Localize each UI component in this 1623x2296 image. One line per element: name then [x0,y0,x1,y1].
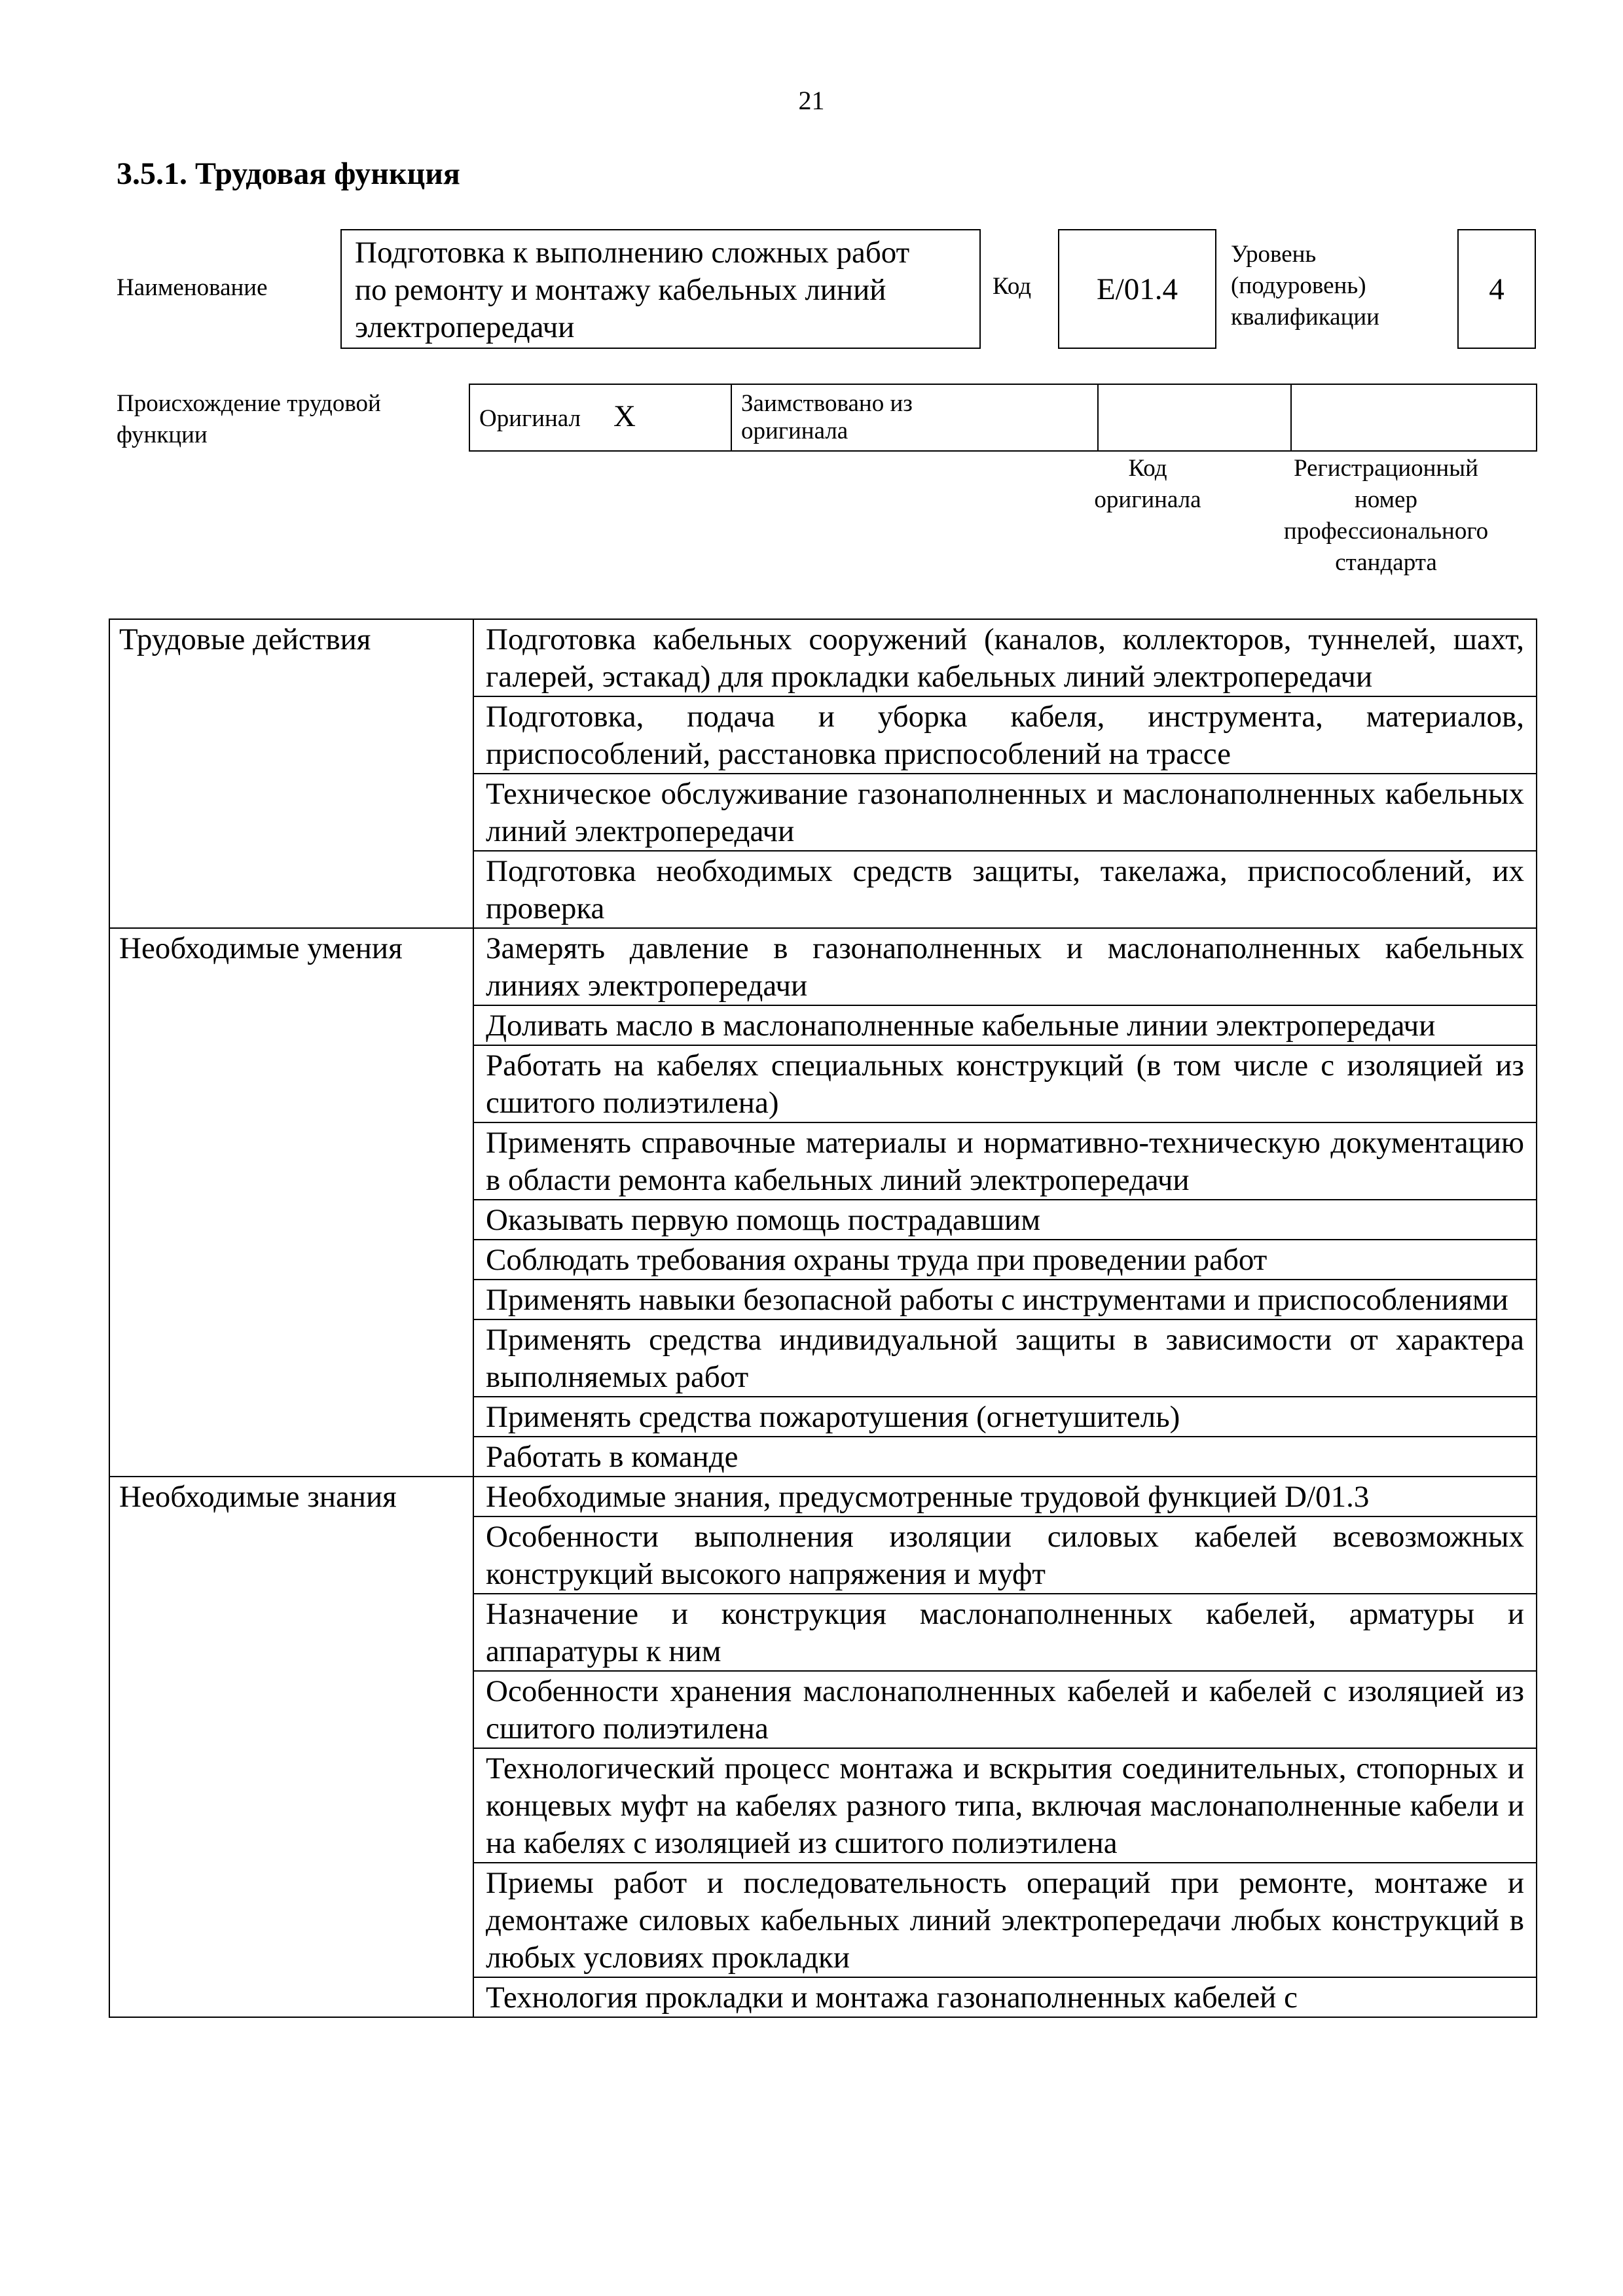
original-code-cell [1098,384,1291,451]
original-mark: X [613,399,636,433]
original-code-caption [1061,453,1235,516]
section-title: 3.5.1. Трудовая функция [117,156,460,191]
table-row [109,1477,1537,1516]
function-name-line: по ремонту и монтажу кабельных линий [355,273,886,307]
table-cell: Работать на кабелях специальных конструкций (в том числе с изоляцией из сшитого полиэтилена) [473,1045,1537,1122]
registration-number-caption [1235,453,1537,579]
table-cell: Подготовка необходимых средств защиты, такелажа, приспособлений, их проверка [473,851,1537,928]
caption-line: стандарта [1335,549,1437,576]
table-cell: Приемы работ и последовательность операций при ремонте, монтаже и демонтаже силовых кабельных линий электропередачи любых конструкций в любых условиях прокладки [473,1863,1537,1977]
name-label: Наименование [117,274,268,301]
code-value: Е/01.4 [1058,229,1216,349]
group-title: Трудовые действия [109,619,473,928]
table-cell: Технологический процесс монтажа и вскрытия соединительных, стопорных и концевых муфт на кабелях разного типа, включая маслонаполненные кабели и на кабелях с изоляцией из сшитого полиэтилена [473,1748,1537,1863]
table-cell: Применять средства пожаротушения (огнетушитель) [473,1397,1537,1437]
labor-function-table [109,619,1537,2018]
qualification-level-label [1231,239,1379,333]
borrowed-line: оригинала [741,418,848,444]
table-cell: Особенности хранения маслонаполненных кабелей и кабелей с изоляцией из сшитого полиэтилена [473,1671,1537,1748]
table-cell: Оказывать первую помощь пострадавшим [473,1200,1537,1240]
page-number: 21 [798,86,825,115]
table-cell: Применять навыки безопасной работы с инструментами и приспособлениями [473,1280,1537,1319]
table-cell: Техническое обслуживание газонаполненных и маслонаполненных кабельных линий электропередачи [473,774,1537,851]
level-label-line: квалификации [1231,304,1379,331]
table-cell: Подготовка кабельных сооружений (каналов, коллекторов, туннелей, шахт, галерей, эстакад) для прокладки кабельных линий электропередачи [473,619,1537,696]
caption-line: Код [1128,455,1167,482]
caption-line: профессионального [1283,518,1489,545]
origin-label [117,388,381,451]
table-cell: Работать в команде [473,1437,1537,1477]
caption-line: Регистрационный [1294,455,1478,482]
table-cell: Назначение и конструкция маслонаполненных кабелей, арматуры и аппаратуры к ним [473,1594,1537,1671]
origin-table [469,384,1537,452]
table-cell: Технология прокладки и монтажа газонаполненных кабелей с [473,1977,1537,2017]
table-row [109,619,1537,696]
table-cell: Подготовка, подача и уборка кабеля, инструмента, материалов, приспособлений, расстановка приспособлений на трассе [473,696,1537,774]
level-label-line: Уровень [1231,241,1317,268]
function-name-line: Подготовка к выполнению сложных работ [355,236,910,270]
code-label: Код [993,273,1032,300]
level-label-line: (подуровень) [1231,272,1366,299]
origin-label-line: Происхождение трудовой [117,390,381,417]
borrowed-cell [731,384,1098,451]
borrowed-line: Заимствовано из [741,390,913,417]
table-row [109,928,1537,1005]
group-title: Необходимые знания [109,1477,473,2017]
original-cell [469,384,731,451]
table-cell: Особенности выполнения изоляции силовых кабелей всевозможных конструкций высокого напряжения и муфт [473,1516,1537,1594]
table-cell: Замерять давление в газонаполненных и маслонаполненных кабельных линиях электропередачи [473,928,1537,1005]
original-label: Оригинал [479,405,581,432]
function-name-line: электропередачи [355,310,575,344]
table-cell: Применять справочные материалы и нормативно-техническую документацию в области ремонта кабельных линий электропередачи [473,1122,1537,1200]
table-cell: Применять средства индивидуальной защиты в зависимости от характера выполняемых работ [473,1319,1537,1397]
group-title: Необходимые умения [109,928,473,1477]
qualification-level-value: 4 [1457,229,1536,349]
registration-number-cell [1291,384,1537,451]
function-name-box [340,229,981,349]
table-cell: Соблюдать требования охраны труда при проведении работ [473,1240,1537,1280]
caption-line: номер [1355,486,1417,513]
table-cell: Доливать масло в маслонаполненные кабельные линии электропередачи [473,1005,1537,1045]
table-cell: Необходимые знания, предусмотренные трудовой функцией D/01.3 [473,1477,1537,1516]
origin-label-line: функции [117,422,208,448]
caption-line: оригинала [1094,486,1201,513]
